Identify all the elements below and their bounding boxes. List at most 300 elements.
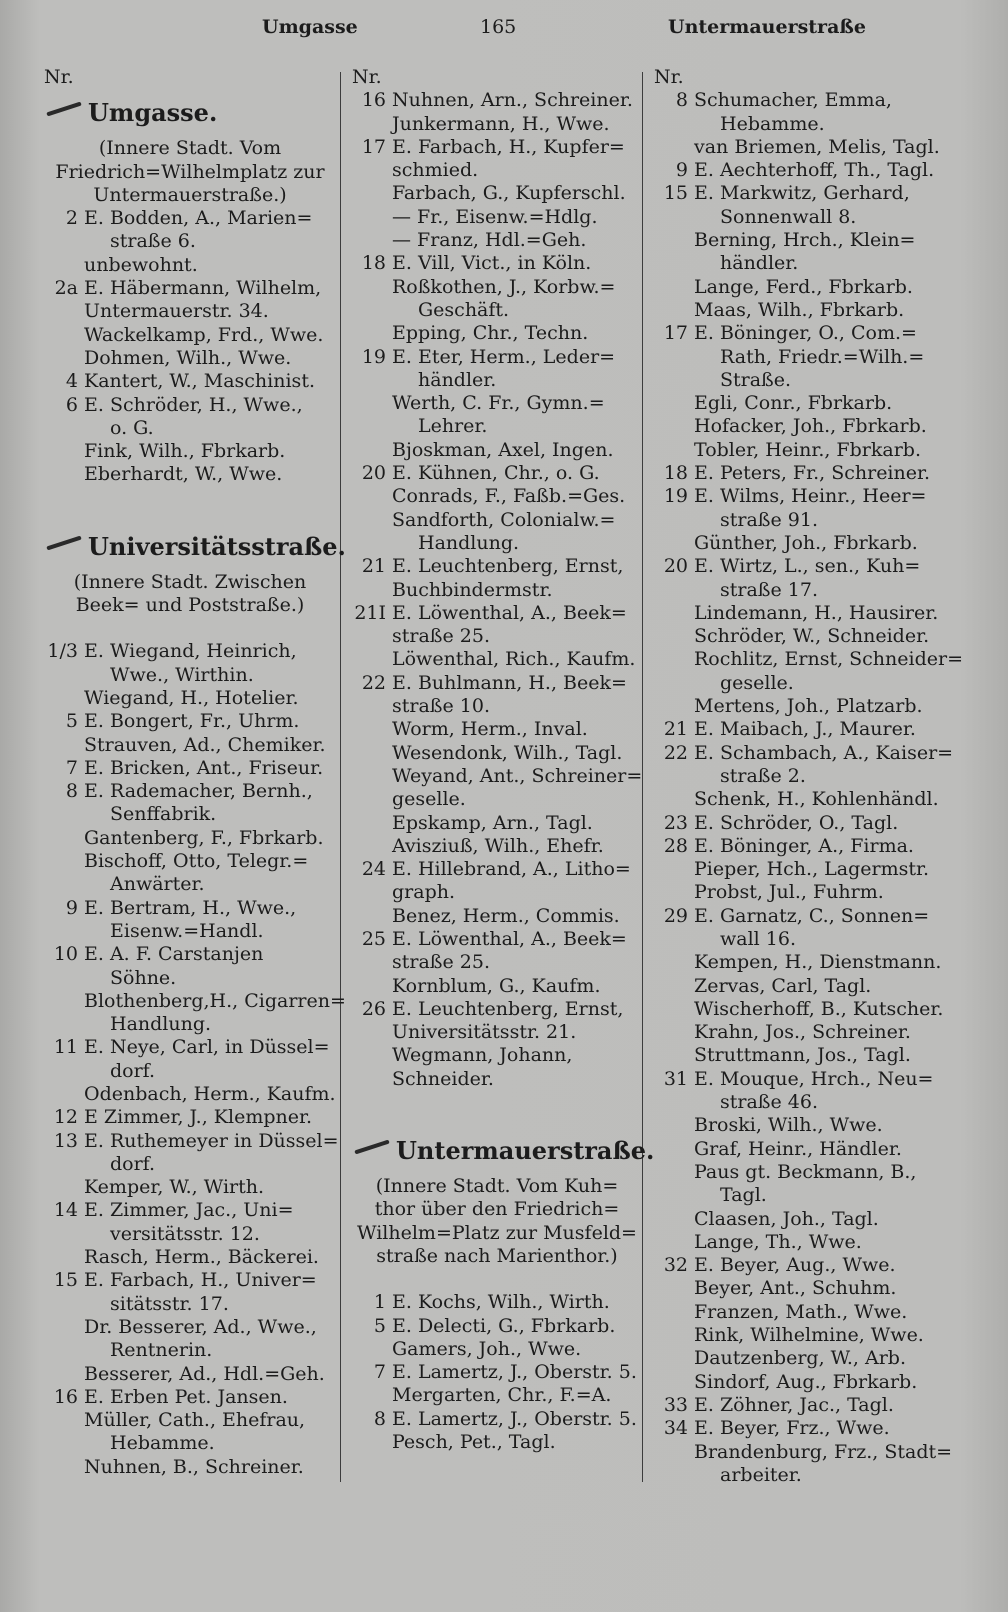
directory-entry <box>654 648 964 671</box>
entry-text: E. Böninger, A., Firma. <box>694 834 914 857</box>
entry-text: Fink, Wilh., Fbrkarb. <box>84 440 286 463</box>
directory-entry <box>654 1208 944 1231</box>
directory-entry <box>44 640 336 663</box>
entry-text: Gantenberg, F., Fbrkarb. <box>84 826 324 849</box>
entry-text: Senffabrik. <box>110 803 217 826</box>
entry-text: E. Löwenthal, A., Beek= <box>392 601 627 624</box>
directory-entry <box>44 780 336 803</box>
entry-text: Geschäft. <box>418 298 510 321</box>
entry-text: Günther, Joh., Fbrkarb. <box>694 531 918 554</box>
directory-entry <box>352 159 642 182</box>
directory-entry <box>654 812 944 835</box>
entry-text: E. Vill, Vict., in Köln. <box>392 252 592 275</box>
directory-entry <box>44 989 346 1013</box>
entry-text: Pieper, Hch., Lagermstr. <box>694 858 930 881</box>
entry-text: Lehrer. <box>418 415 488 438</box>
section-description <box>352 1175 642 1268</box>
directory-entry <box>44 757 336 780</box>
directory-entry <box>44 417 336 440</box>
directory-entry <box>654 485 944 508</box>
directory-entry <box>44 710 336 733</box>
directory-entry <box>352 905 642 928</box>
house-number: 7 <box>373 1361 386 1384</box>
entry-text: Mergarten, Chr., F.=A. <box>392 1384 612 1407</box>
directory-entry <box>654 788 944 811</box>
directory-entry <box>352 881 642 904</box>
entry-text: Kemper, W., Wirth. <box>84 1176 265 1199</box>
directory-entry <box>44 1456 336 1479</box>
entry-text: Eberhardt, W., Wwe. <box>84 463 283 486</box>
entry-text: Farbach, G., Kupferschl. <box>392 182 626 205</box>
entry-text: E. Leuchtenberg, Ernst, <box>392 997 624 1020</box>
entry-text: Schröder, W., Schneider. <box>694 625 930 648</box>
directory-entry <box>44 1013 336 1036</box>
entry-text: Rink, Wilhelmine, Wwe. <box>694 1324 924 1347</box>
directory-entry <box>654 1254 944 1277</box>
directory-entry <box>654 928 944 951</box>
entry-text: E Zimmer, J., Klempner. <box>84 1106 313 1129</box>
directory-entry <box>44 207 336 230</box>
entry-text: E. Beyer, Aug., Wwe. <box>694 1254 896 1277</box>
description-line: (Innere Stadt. Vom <box>98 137 282 160</box>
entry-text: E. Wirtz, L., sen., Kuh= <box>694 555 921 578</box>
entry-text: Anwärter. <box>110 873 205 896</box>
entry-text: Avisziuß, Wilh., Ehefr. <box>392 834 604 857</box>
entry-text: — Fr., Eisenw.=Hdlg. <box>392 205 598 228</box>
house-number: 15 <box>53 1269 78 1292</box>
entry-text: Dohmen, Wilh., Wwe. <box>84 346 292 369</box>
house-number: 17 <box>663 322 688 345</box>
directory-entry <box>44 1409 336 1432</box>
house-number: 15 <box>663 182 688 205</box>
entry-text: straße 46. <box>720 1091 818 1114</box>
directory-entry <box>654 672 944 695</box>
column-3 <box>654 66 964 1487</box>
directory-entry <box>352 765 642 788</box>
directory-entry <box>654 695 944 718</box>
entry-text: Beyer, Ant., Schuhm. <box>694 1277 897 1300</box>
directory-entry <box>352 625 642 648</box>
entry-text: E. Zöhner, Jac., Tagl. <box>694 1393 894 1416</box>
entry-text: Franzen, Math., Wwe. <box>694 1300 908 1323</box>
house-number: 2a <box>54 277 78 300</box>
directory-entry <box>44 1269 336 1292</box>
directory-entry <box>44 1176 336 1199</box>
house-number: 23 <box>663 811 688 834</box>
house-number: 21 <box>663 718 688 741</box>
directory-entry <box>44 463 336 486</box>
directory-entry <box>352 1068 642 1091</box>
entry-text: Pesch, Pet., Tagl. <box>392 1431 556 1454</box>
house-number: 16 <box>361 89 386 112</box>
house-number: 17 <box>361 135 386 158</box>
entry-text: E. Schröder, H., Wwe., <box>84 393 303 416</box>
directory-entry <box>654 555 944 578</box>
entry-text: Odenbach, Herm., Kaufm. <box>84 1082 336 1105</box>
directory-entry <box>654 509 944 532</box>
section-description <box>44 137 336 207</box>
directory-entry <box>654 532 944 555</box>
entry-text: Rasch, Herm., Bäckerei. <box>84 1246 319 1269</box>
directory-entry <box>44 277 336 300</box>
house-number: 5 <box>373 1314 386 1337</box>
directory-entry <box>44 967 336 990</box>
house-number: 19 <box>361 345 386 368</box>
directory-entry <box>654 858 944 881</box>
directory-entry <box>44 394 336 417</box>
entry-text: versitätsstr. 12. <box>110 1222 260 1245</box>
header-right-street: Untermauerstraße <box>668 16 866 38</box>
entry-list-universitaetsstrasse-cont <box>352 89 642 1091</box>
house-number: 25 <box>361 927 386 950</box>
house-number: 18 <box>361 252 386 275</box>
house-number: 4 <box>65 370 78 393</box>
directory-entry <box>44 324 336 347</box>
directory-entry <box>44 664 336 687</box>
directory-entry <box>654 1161 944 1184</box>
entry-text: Lange, Ferd., Fbrkarb. <box>694 275 913 298</box>
directory-entry <box>352 369 642 392</box>
entry-text: — Franz, Hdl.=Geh. <box>392 229 587 252</box>
entry-text: E. Lamertz, J., Oberstr. 5. <box>392 1361 637 1384</box>
entry-text: E. Markwitz, Gerhard, <box>694 182 910 205</box>
entry-text: Bjoskman, Axel, Ingen. <box>392 438 614 461</box>
entry-text: Rochlitz, Ernst, Schneider= <box>694 648 964 671</box>
entry-text: E. Maibach, J., Maurer. <box>694 718 916 741</box>
entry-text: E. Böninger, O., Com.= <box>694 322 917 345</box>
section-title-umgasse: Umgasse. <box>44 89 336 137</box>
directory-entry <box>352 555 642 578</box>
description-line: Untermauerstraße.) <box>93 183 287 206</box>
description-line: Friedrich=Wilhelmplatz zur <box>55 160 325 183</box>
directory-entry <box>352 462 642 485</box>
entry-text: straße 2. <box>720 764 806 787</box>
directory-entry <box>44 1316 336 1339</box>
entry-text: Lindemann, H., Hausirer. <box>694 601 939 624</box>
directory-entry <box>654 1301 944 1324</box>
directory-entry <box>654 1440 953 1464</box>
entry-text: Zervas, Carl, Tagl. <box>694 974 872 997</box>
house-number: 7 <box>65 756 78 779</box>
house-number: 13 <box>53 1129 78 1152</box>
entry-text: Besserer, Ad., Hdl.=Geh. <box>84 1362 325 1385</box>
house-number: 8 <box>675 89 688 112</box>
directory-entry <box>654 439 944 462</box>
house-number: 32 <box>663 1254 688 1277</box>
house-number: 5 <box>65 710 78 733</box>
directory-entry <box>352 113 642 136</box>
house-number: 1/3 <box>47 640 78 663</box>
entry-text: Schumacher, Emma, <box>694 89 892 112</box>
entry-text: Werth, C. Fr., Gymn.= <box>392 392 605 415</box>
house-number: 26 <box>361 997 386 1020</box>
directory-entry <box>352 532 642 555</box>
entry-text: straße 25. <box>392 951 490 974</box>
directory-entry <box>352 1361 642 1384</box>
directory-entry <box>352 602 642 625</box>
entry-text: Handlung. <box>110 1013 212 1036</box>
entry-text: E. Erben Pet. Jansen. <box>84 1385 288 1408</box>
directory-entry <box>44 370 336 393</box>
entry-text: Hebamme. <box>110 1432 215 1455</box>
house-number: 34 <box>663 1417 688 1440</box>
directory-entry <box>352 1431 642 1454</box>
house-number: 14 <box>53 1199 78 1222</box>
directory-entry <box>44 1060 336 1083</box>
entry-text: Schenk, H., Kohlenhändl. <box>694 788 939 811</box>
house-number: 2 <box>65 207 78 230</box>
directory-entry <box>44 1293 336 1316</box>
directory-entry <box>44 1083 336 1106</box>
directory-entry <box>352 439 642 462</box>
description-line: straße nach Marienthor.) <box>376 1244 618 1267</box>
house-number: 22 <box>663 741 688 764</box>
directory-entry <box>654 1044 944 1067</box>
directory-entry <box>352 299 642 322</box>
directory-entry <box>352 1408 642 1431</box>
directory-entry <box>44 1363 336 1386</box>
entry-text: Epping, Chr., Techn. <box>392 322 589 345</box>
directory-entry <box>654 229 944 252</box>
entry-text: E. Leuchtenberg, Ernst, <box>392 555 624 578</box>
directory-entry <box>654 276 944 299</box>
directory-entry <box>654 1068 944 1091</box>
entry-text: straße 91. <box>720 508 818 531</box>
nr-label: Nr. <box>654 66 684 88</box>
entry-text: straße 10. <box>392 695 490 718</box>
directory-entry <box>352 998 642 1021</box>
directory-entry <box>654 159 944 182</box>
entry-text: E. Beyer, Frz., Wwe. <box>694 1417 890 1440</box>
description-line: Wilhelm=Platz zur Musfeld= <box>357 1221 637 1244</box>
directory-entry <box>352 718 642 741</box>
directory-entry <box>654 881 944 904</box>
entry-text: Wischerhoff, B., Kutscher. <box>694 997 944 1020</box>
entry-list-universitaetsstrasse <box>44 640 346 1479</box>
directory-entry <box>352 928 642 951</box>
directory-entry <box>654 1138 944 1161</box>
directory-entry <box>654 346 944 369</box>
house-number: 10 <box>53 943 78 966</box>
directory-entry <box>352 812 642 835</box>
directory-entry <box>654 182 944 205</box>
column-rule-left <box>340 72 341 1482</box>
directory-entry <box>44 734 336 757</box>
entry-list-untermauerstrasse-cont <box>654 89 964 1487</box>
entry-text: Nuhnen, Arn., Schreiner. <box>392 89 633 112</box>
entry-text: Wwe., Wirthin. <box>110 663 254 686</box>
entry-text: E. Delecti, G., Fbrkarb. <box>392 1314 616 1337</box>
directory-entry <box>654 975 944 998</box>
directory-entry <box>654 299 944 322</box>
directory-entry <box>44 300 336 323</box>
entry-text: arbeiter. <box>720 1463 802 1486</box>
directory-entry <box>654 1464 944 1487</box>
entry-text: E. Kühnen, Chr., o. G. <box>392 462 600 485</box>
entry-text: E. Rademacher, Bernh., <box>84 780 313 803</box>
directory-entry <box>44 254 336 277</box>
entry-text: Wegmann, Johann, <box>392 1044 573 1067</box>
entry-text: Straße. <box>720 368 792 391</box>
description-line: (Innere Stadt. Zwischen <box>73 570 307 593</box>
entry-text: Maas, Wilh., Fbrkarb. <box>694 298 905 321</box>
entry-text: Hebamme. <box>720 112 825 135</box>
entry-text: Struttmann, Jos., Tagl. <box>694 1044 911 1067</box>
entry-text: Egli, Conr., Fbrkarb. <box>694 392 893 415</box>
entry-text: händler. <box>720 252 799 275</box>
page-number: 165 <box>480 16 517 38</box>
entry-text: Probst, Jul., Fuhrm. <box>694 881 884 904</box>
entry-text: Kempen, H., Dienstmann. <box>694 951 942 974</box>
directory-entry <box>352 1338 642 1361</box>
directory-entry <box>654 206 944 229</box>
directory-entry <box>44 1339 336 1362</box>
entry-text: Müller, Cath., Ehefrau, <box>84 1409 306 1432</box>
house-number: 12 <box>53 1106 78 1129</box>
entry-text: E. Farbach, H., Kupfer= <box>392 135 625 158</box>
directory-entry <box>352 951 642 974</box>
directory-entry <box>352 322 642 345</box>
directory-entry <box>654 369 944 392</box>
entry-text: E. Bertram, H., Wwe., <box>84 896 297 919</box>
entry-text: E. Mouque, Hrch., Neu= <box>694 1067 934 1090</box>
entry-text: Graf, Heinr., Händler. <box>694 1137 902 1160</box>
entry-text: E. Wilms, Heinr., Heer= <box>694 485 927 508</box>
directory-entry <box>352 392 642 415</box>
entry-text: E. Häbermann, Wilhelm, <box>84 277 322 300</box>
house-number: 29 <box>663 904 688 927</box>
directory-entry <box>352 695 642 718</box>
entry-text: Weyand, Ant., Schreiner= <box>392 764 643 787</box>
directory-entry <box>352 89 642 112</box>
entry-text: Bischoff, Otto, Telegr.= <box>84 850 309 873</box>
entry-text: Strauven, Ad., Chemiker. <box>84 733 326 756</box>
house-number: 33 <box>663 1393 688 1416</box>
entry-text: sitätsstr. 17. <box>110 1292 229 1315</box>
entry-text: unbewohnt. <box>84 253 198 276</box>
directory-entry <box>352 975 642 998</box>
directory-entry <box>352 229 642 252</box>
entry-text: Paus gt. Beckmann, B., <box>694 1160 917 1183</box>
directory-entry <box>352 415 642 438</box>
directory-entry <box>352 136 642 159</box>
directory-entry <box>654 392 944 415</box>
entry-text: Eisenw.=Handl. <box>110 919 264 942</box>
entry-text: dorf. <box>110 1059 156 1082</box>
entry-text: Broski, Wilh., Wwe. <box>694 1114 883 1137</box>
entry-text: Epskamp, Arn., Tagl. <box>392 811 593 834</box>
entry-text: E. Hillebrand, A., Litho= <box>392 858 631 881</box>
entry-text: Handlung. <box>418 531 520 554</box>
entry-text: Brandenburg, Frz., Stadt= <box>694 1440 953 1463</box>
directory-entry <box>44 803 336 826</box>
entry-text: van Briemen, Melis, Tagl. <box>694 135 940 158</box>
column-1 <box>44 66 346 1479</box>
entry-text: Lange, Th., Wwe. <box>694 1230 862 1253</box>
directory-entry <box>44 1153 336 1176</box>
description-line: thor über den Friedrich= <box>374 1198 620 1221</box>
directory-entry <box>654 1371 944 1394</box>
directory-entry <box>654 1114 944 1137</box>
entry-text: Dautzenberg, W., Arb. <box>694 1347 906 1370</box>
entry-text: Mertens, Joh., Platzarb. <box>694 695 923 718</box>
entry-text: E. Bongert, Fr., Uhrm. <box>84 710 300 733</box>
entry-text: E. A. F. Carstanjen <box>84 943 264 966</box>
directory-entry <box>44 440 336 463</box>
entry-text: dorf. <box>110 1152 156 1175</box>
directory-entry <box>654 1091 944 1114</box>
directory-entry <box>44 1246 336 1269</box>
directory-entry <box>654 1417 944 1440</box>
section-description <box>44 571 336 618</box>
directory-entry <box>654 415 944 438</box>
entry-text: E. Zimmer, Jac., Uni= <box>84 1199 294 1222</box>
directory-entry <box>352 1315 642 1338</box>
entry-list-untermauerstrasse <box>352 1291 642 1454</box>
house-number: 1 <box>373 1291 386 1314</box>
entry-text: Blothenberg,H., Cigarren= <box>84 989 346 1012</box>
entry-text: graph. <box>392 881 456 904</box>
house-number: 9 <box>65 896 78 919</box>
directory-entry <box>44 687 336 710</box>
entry-text: straße 17. <box>720 578 818 601</box>
entry-text: Nuhnen, B., Schreiner. <box>84 1455 304 1478</box>
directory-entry <box>44 230 336 253</box>
directory-entry <box>654 136 944 159</box>
directory-entry <box>654 1277 944 1300</box>
entry-text: E. Wiegand, Heinrich, <box>84 640 297 663</box>
house-number: 8 <box>373 1407 386 1430</box>
directory-entry <box>654 1184 944 1207</box>
entry-text: Tobler, Heinr., Fbrkarb. <box>694 438 921 461</box>
entry-text: Sonnenwall 8. <box>720 205 857 228</box>
entry-text: schmied. <box>392 159 479 182</box>
directory-entry <box>352 276 642 299</box>
nr-label: Nr. <box>352 66 382 88</box>
directory-entry <box>654 462 944 485</box>
directory-entry <box>352 1291 642 1314</box>
directory-entry <box>352 485 642 508</box>
house-number: 22 <box>361 671 386 694</box>
description-line: Beek= und Poststraße.) <box>75 594 305 617</box>
directory-entry <box>44 1223 336 1246</box>
directory-entry <box>44 920 336 943</box>
entry-list-umgasse <box>44 207 336 487</box>
directory-entry <box>654 998 944 1021</box>
directory-entry <box>654 602 944 625</box>
entry-text: E. Buhlmann, H., Beek= <box>392 671 627 694</box>
entry-text: Junkermann, H., Wwe. <box>392 112 610 135</box>
entry-text: Conrads, F., Faßb.=Ges. <box>392 485 626 508</box>
entry-text: E. Bricken, Ant., Friseur. <box>84 756 324 779</box>
house-number: 28 <box>663 834 688 857</box>
entry-text: E. Aechterhoff, Th., Tagl. <box>694 159 935 182</box>
directory-entry <box>44 347 336 370</box>
directory-entry <box>44 1036 336 1059</box>
column-2 <box>352 66 655 1454</box>
entry-text: Kantert, W., Maschinist. <box>84 370 315 393</box>
directory-entry <box>654 89 944 112</box>
entry-text: Rath, Friedr.=Wilh.= <box>720 345 925 368</box>
directory-entry <box>44 1129 339 1153</box>
house-number: 16 <box>53 1385 78 1408</box>
directory-entry <box>44 1432 336 1455</box>
directory-entry <box>352 252 642 275</box>
entry-text: Sandforth, Colonialw.= <box>392 508 616 531</box>
directory-entry <box>352 1384 642 1407</box>
entry-text: Roßkothen, J., Korbw.= <box>392 275 616 298</box>
section-title-universitaetsstrasse: Universitätsstraße. <box>44 523 336 571</box>
